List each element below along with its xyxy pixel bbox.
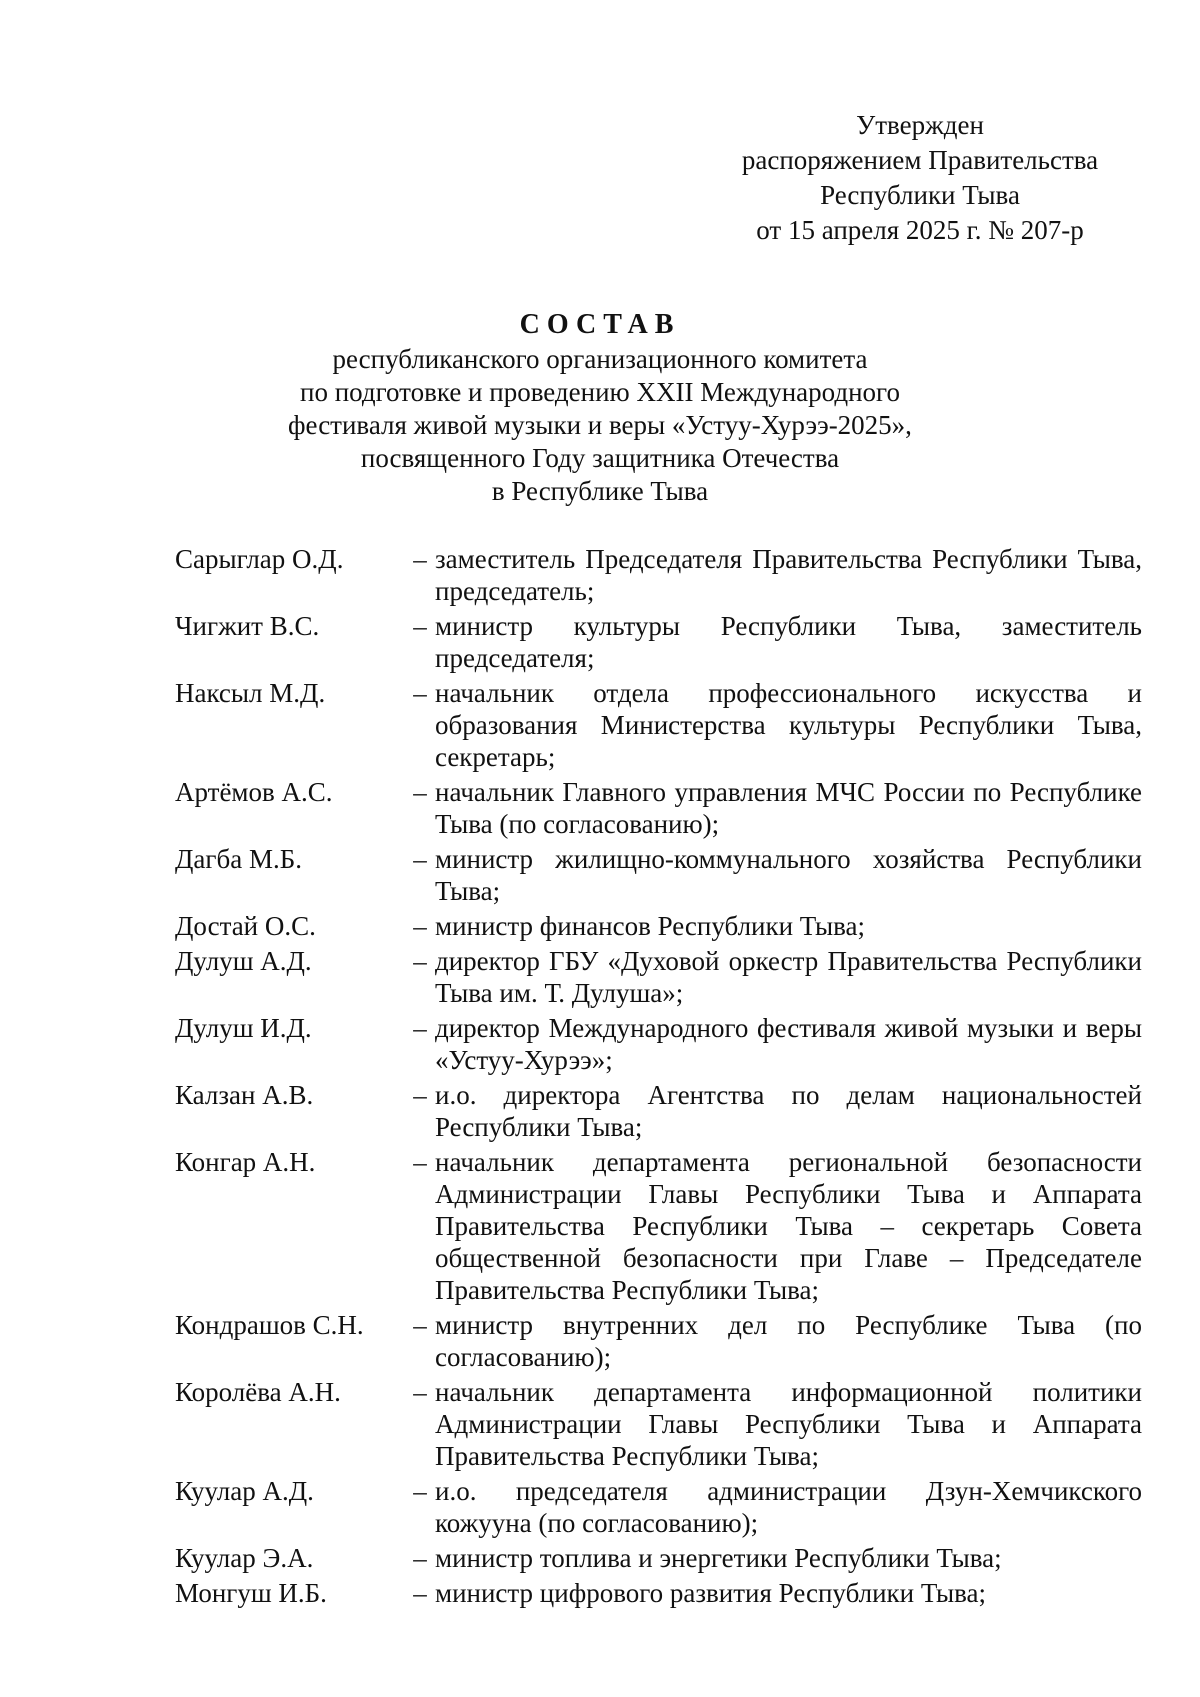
member-name: Сарыглар О.Д. — [175, 544, 344, 574]
member-role: начальник департамента региональной безопасности Администрации Главы Республики Тыва и Аппарата Правительства Республики Тыва – секретарь Совета общественной безопасности при Главе – Председателе Правительства Республики Тыва; — [435, 1147, 1142, 1305]
title-line: фестиваля живой музыки и веры «Устуу-Хурээ-2025», — [288, 410, 912, 440]
member-row — [175, 1475, 1142, 1539]
member-role: начальник отдела профессионального искусства и образования Министерства культуры Республики Тыва, секретарь; — [435, 678, 1142, 772]
title-line: по подготовке и проведению XXII Международного — [300, 377, 900, 407]
approval-date: от 15 апреля 2025 г. № 207-р — [756, 215, 1084, 245]
member-name: Королёва А.Н. — [175, 1377, 341, 1407]
member-row — [175, 1577, 1142, 1609]
member-dash: – — [413, 777, 427, 807]
member-name: Артёмов А.С. — [175, 777, 333, 807]
member-name: Дулуш А.Д. — [175, 946, 312, 976]
member-dash: – — [413, 1578, 427, 1608]
member-dash: – — [413, 1543, 427, 1573]
member-dash: – — [413, 1377, 427, 1407]
member-row — [175, 1012, 1142, 1076]
member-row — [175, 843, 1142, 907]
member-list — [175, 543, 1142, 1612]
member-name: Кондрашов С.Н. — [175, 1310, 364, 1340]
member-role: министр цифрового развития Республики Тыва; — [435, 1578, 987, 1608]
member-role: директор Международного фестиваля живой музыки и веры «Устуу-Хурээ»; — [435, 1013, 1142, 1075]
title-block — [230, 308, 970, 508]
member-name: Дулуш И.Д. — [175, 1013, 312, 1043]
member-role: министр топлива и энергетики Республики Тыва; — [435, 1543, 1002, 1573]
member-name: Куулар Э.А. — [175, 1543, 314, 1573]
member-role: директор ГБУ «Духовой оркестр Правительства Республики Тыва им. Т. Дулуша»; — [435, 946, 1142, 1008]
approval-line: Республики Тыва — [820, 180, 1020, 210]
member-row — [175, 776, 1142, 840]
member-name: Дагба М.Б. — [175, 844, 302, 874]
member-row — [175, 610, 1142, 674]
member-dash: – — [413, 678, 427, 708]
member-name: Калзан А.В. — [175, 1080, 314, 1110]
member-name: Монгуш И.Б. — [175, 1578, 327, 1608]
member-dash: – — [413, 946, 427, 976]
member-name: Конгар А.Н. — [175, 1147, 316, 1177]
member-row — [175, 945, 1142, 1009]
member-row — [175, 910, 1142, 942]
member-dash: – — [413, 1476, 427, 1506]
approval-line: распоряжением Правительства — [741, 145, 1099, 175]
member-dash: – — [413, 1147, 427, 1177]
member-name: Куулар А.Д. — [175, 1476, 314, 1506]
member-dash: – — [413, 544, 427, 574]
member-dash: – — [413, 1080, 427, 1110]
member-name: Достай О.С. — [175, 911, 316, 941]
title-line: посвященного Году защитника Отечества — [360, 443, 840, 473]
member-role: министр финансов Республики Тыва; — [435, 911, 865, 941]
member-dash: – — [413, 1013, 427, 1043]
title-line: республиканского организационного комитета — [332, 344, 868, 374]
member-row — [175, 677, 1142, 773]
member-role: и.о. председателя администрации Дзун-Хемчикского кожууна (по согласованию); — [435, 1476, 1142, 1538]
member-name: Наксыл М.Д. — [175, 678, 326, 708]
approval-line: Утвержден — [856, 110, 984, 140]
member-role: министр внутренних дел по Республике Тыва (по согласованию); — [435, 1310, 1142, 1372]
title-line: в Республике Тыва — [491, 476, 709, 506]
member-row — [175, 1376, 1142, 1472]
approval-stamp — [700, 108, 1140, 248]
member-role: министр культуры Республики Тыва, заместитель председателя; — [435, 611, 1142, 673]
member-role: начальник департамента информационной политики Администрации Главы Республики Тыва и Аппарата Правительства Республики Тыва; — [435, 1377, 1142, 1471]
member-dash: – — [413, 844, 427, 874]
member-row — [175, 543, 1142, 607]
member-role: и.о. директора Агентства по делам национальностей Республики Тыва; — [435, 1080, 1142, 1142]
document-title: СОСТАВ — [519, 309, 681, 340]
member-row — [175, 1079, 1142, 1143]
member-row — [175, 1309, 1142, 1373]
member-role: начальник Главного управления МЧС России по Республике Тыва (по согласованию); — [435, 777, 1142, 839]
member-dash: – — [413, 611, 427, 641]
member-row — [175, 1542, 1142, 1574]
member-role: министр жилищно-коммунального хозяйства Республики Тыва; — [435, 844, 1142, 906]
member-role: заместитель Председателя Правительства Республики Тыва, председатель; — [435, 544, 1142, 606]
member-row — [175, 1146, 1142, 1306]
member-dash: – — [413, 1310, 427, 1340]
member-dash: – — [413, 911, 427, 941]
member-name: Чигжит В.С. — [175, 611, 320, 641]
